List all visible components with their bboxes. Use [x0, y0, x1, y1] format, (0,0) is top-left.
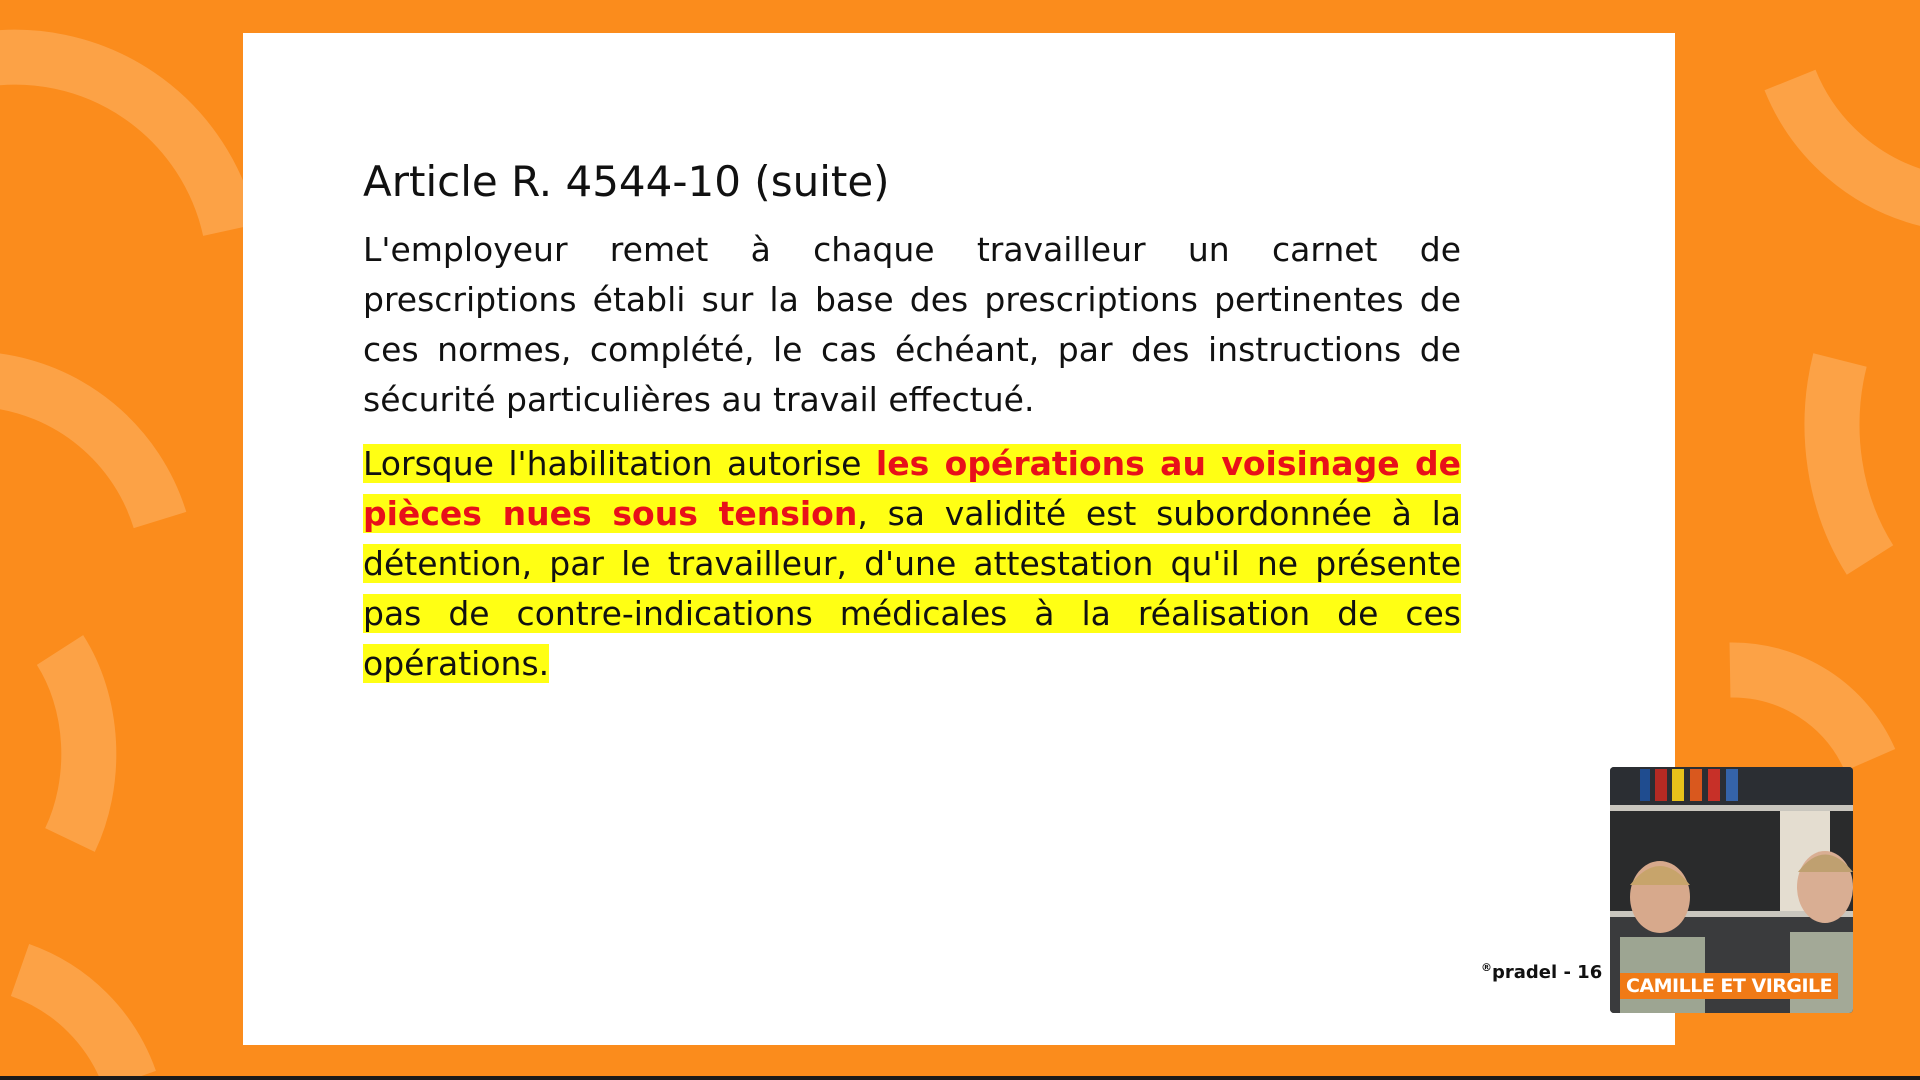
footer-page-number: pradel - 16: [1492, 962, 1603, 983]
highlighted-text-start: Lorsque l'habilitation autorise: [363, 444, 876, 483]
highlighted-emphasis: les opérations au voisinage de pièces nues sous tension: [363, 444, 1461, 533]
slide-title: Article R. 4544-10 (suite): [363, 157, 890, 206]
webcam-name-badge: CAMILLE ET VIRGILE: [1620, 973, 1838, 999]
slide-page: [243, 33, 1675, 1045]
slide-content: [363, 151, 1461, 689]
bottom-edge-bar: [0, 1076, 1920, 1080]
paragraph-habilitation: [363, 439, 1461, 689]
webcam-overlay: [1610, 767, 1853, 1013]
paragraph-carnet: L'employeur remet à chaque travailleur un carnet de prescriptions établi sur la base des prescriptions pertinentes de ces normes, complété, le cas échéant, par des instructions de sécurité particulières au travail effectué.: [363, 230, 1461, 419]
slide-footer: [1481, 961, 1602, 983]
highlighted-text-end: , sa validité est subordonnée à la détention, par le travailleur, d'une attestation qu'il ne présente pas de contre-indications médicales à la réalisation de ces opérations.: [363, 494, 1461, 683]
registered-mark: ®: [1481, 961, 1492, 974]
